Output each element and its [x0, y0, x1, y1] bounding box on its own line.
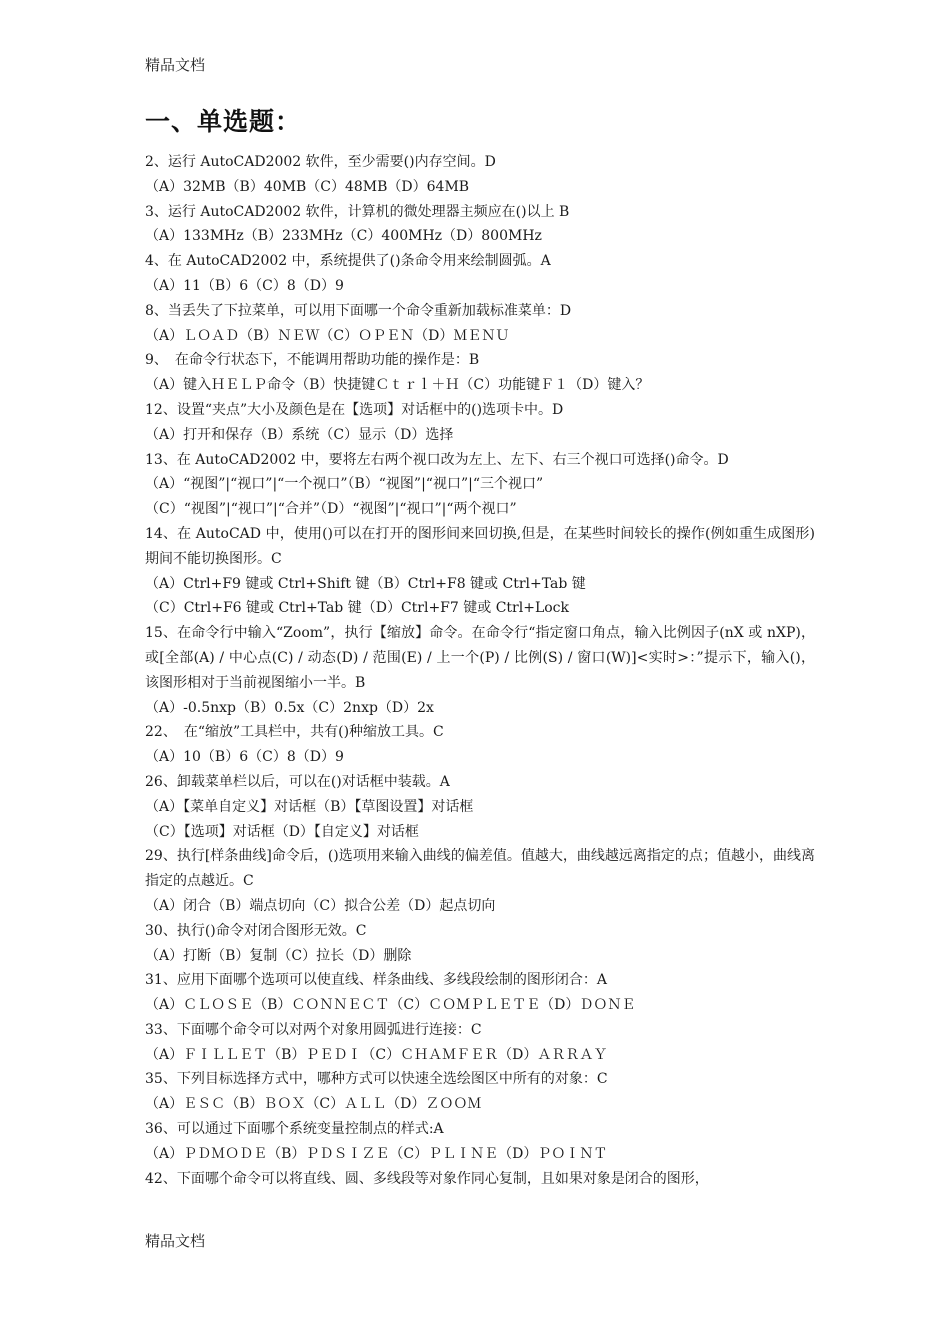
text-line: （A）ＦＩＬＬＥＴ（B）ＰＥＤＩ（C）ＣＨＡＭＦＥＲ（D）ＡＲＲＡＹ	[145, 1046, 608, 1063]
text-line: （A）打断（B）复制（C）拉长（D）删除	[145, 947, 412, 964]
text-line: 3、运行 AutoCAD2002 软件，计算机的微处理器主频应在()以上 B	[145, 203, 570, 220]
text-paragraph: 15、在命令行中输入“Zoom”，执行【缩放】命令。在命令行“指定窗口角点，输入比例因子(nX 或 nXP)，或[全部(A) / 中心点(C) / 动态(D) / 范围(E) / 上一个(P) / 比例(S) / 窗口(W)]<实时>：”提示下，输入()，该图形相对于当前视图缩小一半。B	[145, 625, 815, 691]
text-line: 31、应用下面哪个选项可以使直线、样条曲线、多线段绘制的图形闭合：A	[145, 972, 607, 989]
text-line: （A）ＰＤＭＯＤＥ（B）ＰＤＳＩＺＥ（C）ＰＬＩＮＥ（D）ＰＯＩＮＴ	[145, 1145, 608, 1162]
text-line: （A）闭合（B）端点切向（C）拟合公差（D）起点切向	[145, 897, 496, 914]
text-line: （C）“视图”|“视口”|“合并”（D）“视图”|“视口”|“两个视口”	[145, 501, 517, 518]
text-line: 13、在 AutoCAD2002 中，要将左右两个视口改为左上、左下、右三个视口可选择()命令。D	[145, 451, 729, 468]
text-line: （A）ＣＬＯＳＥ（B）ＣＯＮＮＥＣＴ（C）ＣＯＭＰＬＥＴＥ（D）ＤＯＮＥ	[145, 997, 636, 1014]
text-line: 4、在 AutoCAD2002 中，系统提供了()条命令用来绘制圆弧。A	[145, 253, 551, 270]
section-title: 一、单选题：	[145, 107, 302, 136]
text-line: 2、运行 AutoCAD2002 软件，至少需要()内存空间。D	[145, 154, 496, 170]
text-line: （A）“视图”|“视口”|“一个视口”（B）“视图”|“视口”|“三个视口”	[145, 476, 544, 493]
text-line: （A）键入ＨＥＬＰ命令（B）快捷键Ｃｔｒｌ＋Ｈ（C）功能键Ｆ１（D）键入？	[145, 377, 650, 394]
text-paragraph: 14、在 AutoCAD 中，使用()可以在打开的图形间来回切换,但是，在某些时间较长的操作(例如重生成图形)期间不能切换图形。C	[145, 525, 815, 567]
text-line: （A）打开和保存（B）系统（C）显示（D）选择	[145, 426, 454, 443]
text-line: 26、卸载菜单栏以后，可以在()对话框中装载。A	[145, 773, 450, 790]
text-paragraph: 29、执行[样条曲线]命令后，()选项用来输入曲线的偏差值。值越大，曲线越远离指定的点；值越小，曲线离指定的点越近。C	[145, 848, 815, 890]
text-line: 42、下面哪个命令可以将直线、圆、多线段等对象作同心复制，且如果对象是闭合的图形，	[145, 1170, 709, 1187]
page-footer: 精品文档	[145, 1232, 206, 1250]
text-line: （A）Ctrl+F9 键或 Ctrl+Shift 键（B）Ctrl+F8 键或 Ctrl+Tab 键	[145, 575, 586, 592]
text-line: （C）Ctrl+F6 键或 Ctrl+Tab 键（D）Ctrl+F7 键或 Ctrl+Lock	[145, 600, 569, 617]
text-line: 9、 在命令行状态下，不能调用帮助功能的操作是：B	[145, 352, 480, 369]
text-line: （A）【菜单自定义】对话框（B）【草图设置】对话框	[145, 798, 474, 815]
text-line: 12、设置“夹点”大小及颜色是在【选项】对话框中的()选项卡中。D	[145, 401, 564, 418]
text-line: 35、下列目标选择方式中，哪种方式可以快速全选绘图区中所有的对象：C	[145, 1071, 608, 1088]
question-list	[145, 150, 815, 1191]
text-line: （C）【选项】对话框（D）【自定义】对话框	[145, 823, 419, 840]
text-line: （A）ＬＯＡＤ（B）ＮＥＷ（C）ＯＰＥＮ（D）ＭＥＮＵ	[145, 327, 510, 344]
text-line: （A）11（B）6（C）8（D）9	[145, 277, 344, 294]
page-header: 精品文档	[145, 56, 206, 74]
text-line: 36、可以通过下面哪个系统变量控制点的样式:A	[145, 1121, 444, 1138]
text-line: 30、执行()命令对闭合图形无效。C	[145, 922, 367, 939]
text-line: （A）ＥＳＣ（B）ＢＯＸ（C）ＡＬＬ（D）ＺＯＯＭ	[145, 1096, 482, 1113]
text-line: （A）-0.5nxp（B）0.5x（C）2nxp（D）2x	[145, 699, 434, 716]
text-line: 8、当丢失了下拉菜单，可以用下面哪一个命令重新加载标准菜单：D	[145, 302, 572, 319]
text-line: 33、下面哪个命令可以对两个对象用圆弧进行连接：C	[145, 1021, 482, 1038]
text-line: （A）133MHz（B）233MHz（C）400MHz（D）800MHz	[145, 228, 542, 245]
text-line: （A）32MB（B）40MB（C）48MB（D）64MB	[145, 178, 470, 195]
text-line: 22、 在“缩放”工具栏中，共有()种缩放工具。C	[145, 724, 444, 741]
text-line: （A）10（B）6（C）8（D）9	[145, 749, 344, 766]
